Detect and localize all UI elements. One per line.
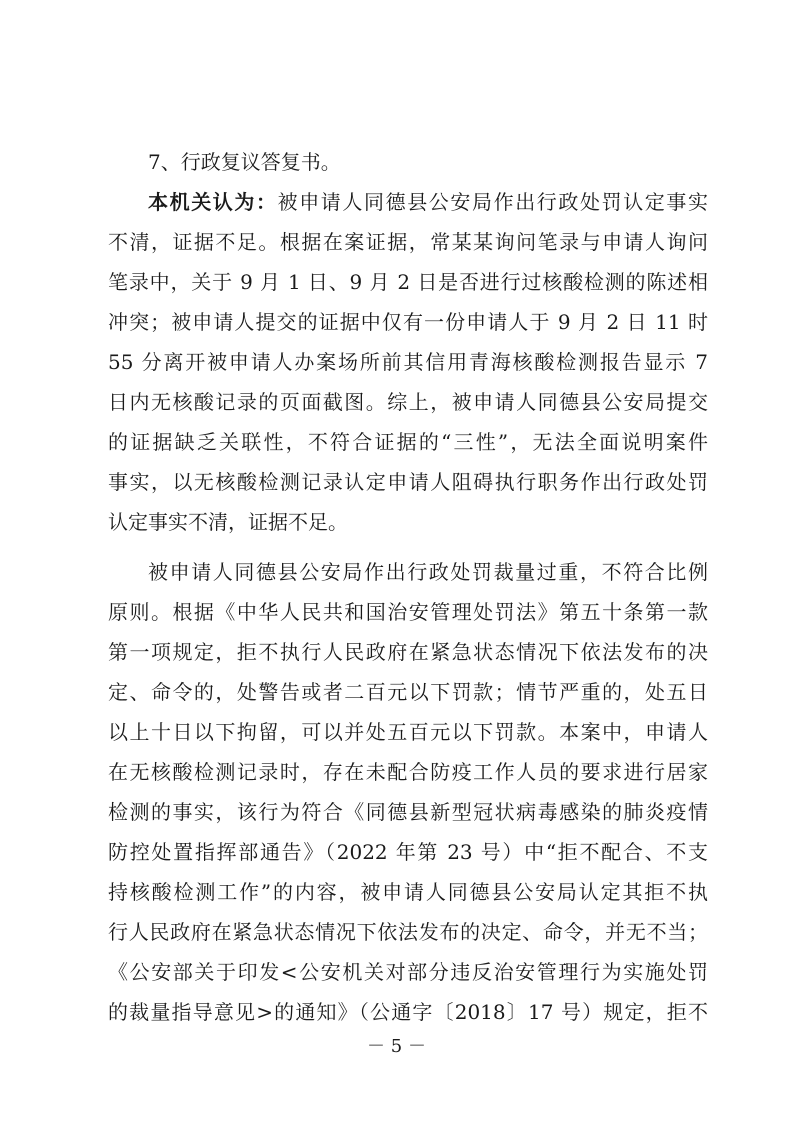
paragraph-lead: 本机关认为： xyxy=(148,190,278,214)
paragraph-line: 定、命令的，处警告或者二百元以下罚款；情节严重的，处五日 xyxy=(108,680,708,704)
paragraph-line: 笔录中，关于 9 月 1 日、9 月 2 日是否进行过核酸检测的陈述相 xyxy=(108,270,708,294)
paragraph-line: 防控处置指挥部通告》（2022 年第 23 号）中“拒不配合、不支 xyxy=(108,840,708,864)
paragraph-line: 被申请人同德县公安局作出行政处罚裁量过重，不符合比例 xyxy=(148,560,708,584)
paragraph-line: 第一项规定，拒不执行人民政府在紧急状态情况下依法发布的决 xyxy=(108,640,708,664)
paragraph-line: 认定事实不清，证据不足。 xyxy=(108,510,348,534)
paragraph-line: 持核酸检测工作”的内容，被申请人同德县公安局认定其拒不执 xyxy=(108,880,708,904)
paragraph-line xyxy=(0,182,793,222)
paragraph-line: 的证据缺乏关联性，不符合证据的“三性”，无法全面说明案件 xyxy=(108,430,708,454)
paragraph-line: 《公安部关于印发<公安机关对部分违反治安管理行为实施处罚 xyxy=(108,960,708,984)
paragraph-line: 的裁量指导意见>的通知》（公通字〔2018〕17 号）规定，拒不 xyxy=(108,1000,708,1024)
page-number: － 5 － xyxy=(367,1036,426,1057)
item-7-line xyxy=(0,142,793,182)
paragraph-line: 在无核酸检测记录时，存在未配合防疫工作人员的要求进行居家 xyxy=(108,760,708,784)
paragraph-text: 被申请人同德县公安局作出行政处罚认定事实 xyxy=(277,190,709,214)
item-7-text: 7、行政复议答复书。 xyxy=(148,150,341,174)
paragraph-line: 不清，证据不足。根据在案证据，常某某询问笔录与申请人询问 xyxy=(108,230,708,254)
paragraph-line: 检测的事实，该行为符合《同德县新型冠状病毒感染的肺炎疫情 xyxy=(108,800,708,824)
paragraph-line: 原则。根据《中华人民共和国治安管理处罚法》第五十条第一款 xyxy=(108,600,708,624)
paragraph-line: 行人民政府在紧急状态情况下依法发布的决定、命令，并无不当； xyxy=(108,920,708,944)
paragraph-line: 事实，以无核酸检测记录认定申请人阻碍执行职务作出行政处罚 xyxy=(108,470,708,494)
paragraph-line: 冲突；被申请人提交的证据中仅有一份申请人于 9 月 2 日 11 时 xyxy=(108,310,708,334)
paragraph-line: 以上十日以下拘留，可以并处五百元以下罚款。本案中，申请人 xyxy=(108,720,708,744)
paragraph-line: 日内无核酸记录的页面截图。综上，被申请人同德县公安局提交 xyxy=(108,390,708,414)
paragraph-line: 55 分离开被申请人办案场所前其信用青海核酸检测报告显示 7 xyxy=(108,350,708,374)
